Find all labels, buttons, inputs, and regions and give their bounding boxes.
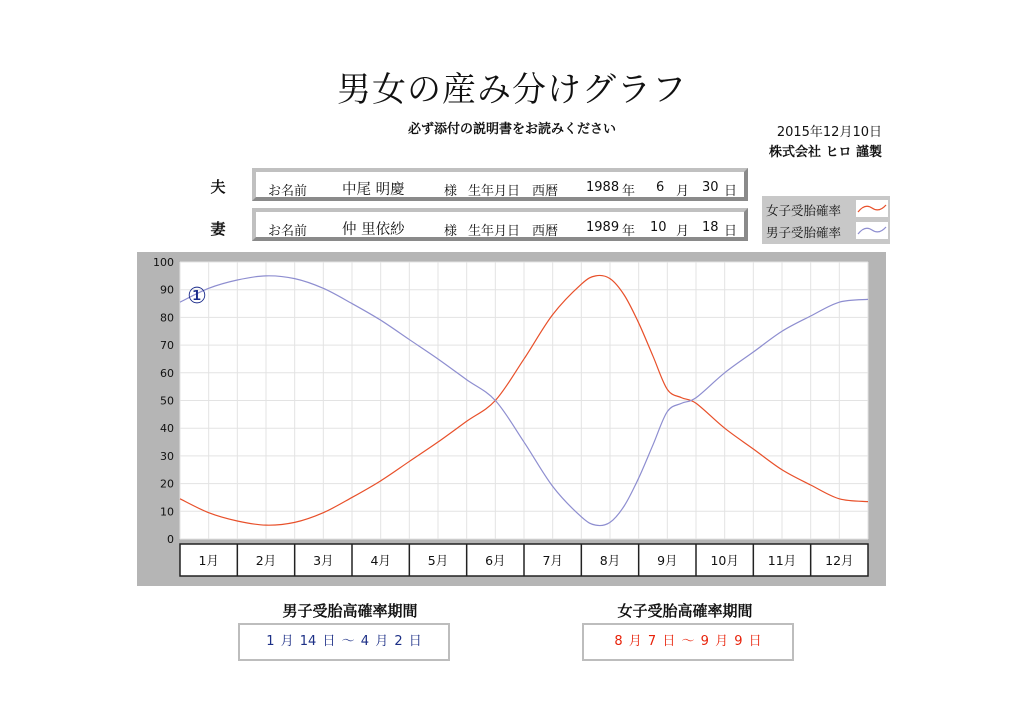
wife-birth-year: 1989 (586, 220, 620, 235)
wife-day-unit: 日 (724, 224, 738, 239)
male-period-month-unit-2: 月 (375, 634, 389, 649)
husband-role-label: 夫 (210, 178, 226, 196)
husband-month-unit: 月 (676, 184, 690, 199)
legend-female-swatch (856, 200, 888, 217)
husband-honorific: 様 (444, 184, 458, 199)
female-period-tilde: ～ (681, 634, 695, 649)
legend-male-label: 男子受胎確率 (766, 225, 842, 240)
y-tick-label: 10 (160, 505, 174, 519)
legend-female-line (858, 205, 886, 212)
husband-name-label: お名前 (268, 184, 308, 199)
husband-info-box (252, 168, 748, 201)
wife-role-label: 妻 (210, 220, 226, 238)
chart-legend (762, 196, 890, 244)
male-period-end-month: 4 (360, 634, 370, 649)
month-tick-label: 4月 (370, 553, 391, 568)
husband-birth-label: 生年月日 (468, 184, 521, 199)
female-period-box (582, 623, 794, 661)
y-tick-label: 70 (160, 339, 174, 353)
female-period-day-unit-2: 日 (748, 634, 762, 649)
y-tick-label: 40 (160, 422, 174, 436)
wife-info-box (252, 208, 748, 241)
male-period-start-day: 14 (299, 634, 317, 649)
legend-male-line (858, 227, 886, 234)
male-period-start-month: 1 (266, 634, 275, 649)
y-tick-label: 90 (160, 283, 174, 297)
male-period-month-unit: 月 (280, 634, 294, 649)
husband-day-unit: 日 (724, 184, 738, 199)
month-tick-label: 7月 (542, 553, 563, 568)
female-period-start-month: 8 (614, 634, 623, 649)
month-tick-label: 9月 (657, 553, 678, 568)
y-tick-label: 80 (160, 311, 174, 325)
male-period-title: 男子受胎高確率期間 (282, 602, 418, 620)
wife-era: 西暦 (532, 224, 559, 239)
female-period-title: 女子受胎高確率期間 (617, 602, 753, 620)
wife-birth-day: 18 (702, 220, 719, 235)
female-period-month-unit: 月 (628, 634, 642, 649)
husband-name: 中尾 明慶 (342, 182, 405, 198)
husband-birth-day: 30 (702, 180, 719, 195)
maker-name: 株式会社 ヒロ 謹製 (768, 145, 882, 160)
wife-month-unit: 月 (676, 224, 690, 239)
wife-honorific: 様 (444, 224, 458, 239)
y-tick-label: 0 (167, 533, 174, 546)
month-tick-label: 8月 (599, 553, 621, 568)
month-tick-label: 12月 (825, 553, 854, 568)
month-tick-label: 11月 (767, 553, 797, 568)
y-tick-label: 30 (160, 449, 174, 463)
marker-label: ① (187, 284, 207, 309)
wife-year-unit: 年 (622, 224, 636, 239)
male-period-end-day: 2 (394, 634, 403, 649)
legend-female-label: 女子受胎確率 (766, 203, 842, 218)
marker-layer (187, 284, 207, 309)
legend-male-swatch (856, 222, 888, 239)
male-period-day-unit: 日 (322, 634, 336, 649)
wife-birth-label: 生年月日 (468, 224, 521, 239)
chart-svg (137, 252, 886, 586)
y-axis-ticks (153, 256, 174, 546)
male-period-tilde: ～ (341, 634, 355, 649)
wife-name: 仲 里依紗 (342, 222, 405, 238)
female-period-end-month: 9 (700, 634, 709, 649)
month-tick-label: 2月 (255, 553, 277, 568)
month-axis (180, 544, 868, 576)
female-period-month-unit-2: 月 (715, 634, 729, 649)
y-tick-label: 20 (160, 477, 174, 491)
husband-year-unit: 年 (622, 184, 636, 199)
male-period-day-unit-2: 日 (408, 634, 422, 649)
husband-birth-year: 1988 (586, 180, 620, 195)
instruction-note: 必ず添付の説明書をお読みください (407, 122, 616, 137)
female-period-end-day: 9 (734, 634, 743, 649)
wife-birth-month: 10 (650, 220, 667, 235)
month-tick-label: 10月 (710, 553, 739, 568)
page-title: 男女の産み分けグラフ (337, 70, 687, 110)
husband-birth-month: 6 (656, 180, 665, 195)
husband-era: 西暦 (532, 184, 559, 199)
issue-date: 2015年12月10日 (776, 125, 882, 140)
y-tick-label: 50 (160, 394, 174, 408)
conception-chart (137, 252, 886, 586)
female-period-start-day: 7 (647, 634, 657, 649)
y-tick-label: 60 (160, 366, 174, 380)
male-period-box (238, 623, 450, 661)
female-period-day-unit: 日 (662, 634, 676, 649)
month-tick-label: 3月 (313, 553, 334, 568)
month-tick-label: 5月 (427, 553, 449, 568)
month-tick-label: 1月 (198, 553, 219, 568)
y-tick-label: 100 (153, 256, 174, 269)
month-tick-label: 6月 (485, 553, 506, 568)
wife-name-label: お名前 (268, 224, 308, 239)
